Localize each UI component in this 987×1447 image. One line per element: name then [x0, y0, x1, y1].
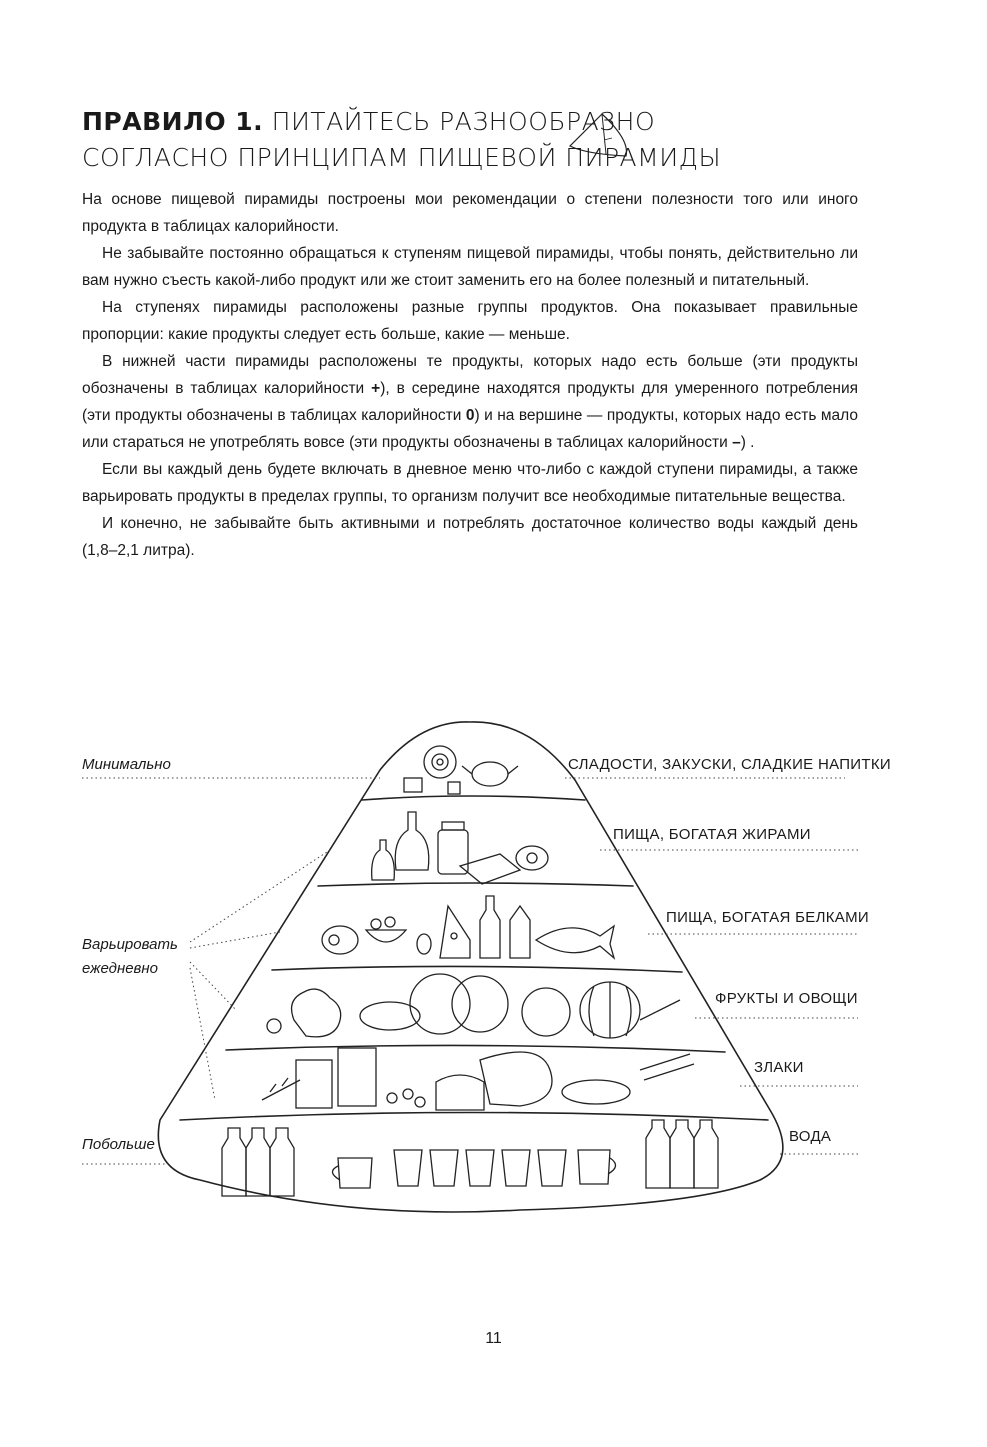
mug-icon-1 — [332, 1158, 372, 1188]
heading-line-1-text: ПИТАЙТЕСЬ РАЗНООБРАЗНО — [271, 107, 656, 136]
zero-mark: 0 — [465, 407, 475, 424]
eggplant-icon — [360, 1002, 420, 1030]
tier-label-fats: ПИЩА, БОГАТАЯ ЖИРАМИ — [613, 826, 811, 843]
tier-label-proteins: ПИЩА, БОГАТАЯ БЕЛКАМИ — [666, 909, 869, 926]
paragraph-2: Не забывайте постоянно обращаться к ступеням пищевой пирамиды, чтобы понять, действительно ли вам нужно съесть какой-либо продукт или же стоит заменить его на более полезный и питательный. — [82, 245, 858, 289]
wheat-icon — [262, 1078, 300, 1100]
paragraph-4-part-3: ) и на вершине — продукты, которых надо есть мало или стараться не употреблять вовсе (эти продукты обозначены в таблицах калорийности — [82, 407, 859, 451]
page-number: 11 — [485, 1330, 502, 1347]
body-text — [82, 186, 858, 564]
water-bottle-icon-3 — [270, 1128, 294, 1196]
glass-icon-2 — [430, 1150, 458, 1186]
glass-icon-1 — [394, 1150, 422, 1186]
minus-mark: – — [732, 434, 741, 451]
paragraph-3: На ступенях пирамиды расположены разные группы продуктов. Она показывает правильные пропорции: какие продукты следует есть больше, какие — меньше. — [82, 299, 858, 343]
water-bottle-icon-6 — [694, 1120, 718, 1188]
candy-icon — [424, 746, 456, 778]
tier-divider-3 — [272, 966, 682, 972]
label-minimal: Минимально — [82, 756, 171, 773]
paragraph-6: И конечно, не забывайте быть активными и потреблять достаточное количество воды каждый день (1,8–2,1 литра). — [82, 515, 858, 559]
milk-bottle-icon — [480, 896, 500, 958]
paragraph-4-part-4: ) . — [740, 434, 755, 451]
flour-bag-icon — [296, 1060, 332, 1108]
water-bottle-icon-4 — [646, 1120, 670, 1188]
paragraph-4 — [82, 348, 858, 456]
water-bottle-icon-5 — [670, 1120, 694, 1188]
tier-divider-1 — [362, 796, 585, 800]
egg-icon — [417, 934, 431, 954]
carrot-icon — [640, 1000, 680, 1020]
paragraph-1: На основе пищевой пирамиды построены мои рекомендации о степени полезности того или иного продукта в таблицах калорийности. — [82, 191, 858, 235]
baguette-icon — [562, 1080, 630, 1104]
butter-icon — [460, 854, 520, 884]
sweet-box-icon — [404, 778, 422, 792]
tier-divider-5 — [180, 1113, 768, 1121]
small-bottle-icon — [372, 840, 395, 880]
ham-icon — [322, 926, 358, 954]
paragraph-5: Если вы каждый день будете включать в дневное меню что-либо с каждой ступени пирамиды, а также варьировать продукты в пределах группы, то организм получит все необходимые питательные вещества. — [82, 461, 858, 505]
plus-mark: + — [371, 380, 381, 397]
glass-icon-3 — [466, 1150, 494, 1186]
pumpkin-icon — [580, 982, 640, 1038]
bread-loaf-icon — [436, 1075, 484, 1110]
guide-vary-3 — [190, 962, 236, 1010]
rule-label: ПРАВИЛО 1. — [82, 107, 264, 136]
paragraph-4-part-1: В нижней части пирамиды расположены те продукты, которых надо есть больше (эти продукты обозначены в таблицах калорийности — [82, 353, 858, 397]
fish-icon — [536, 926, 614, 958]
tier-label-grains: ЗЛАКИ — [754, 1059, 804, 1076]
pyramid-icon — [566, 110, 634, 158]
tier-label-fruits: ФРУКТЫ И ОВОЩИ — [715, 990, 858, 1007]
label-vary-line-1: Варьировать — [82, 936, 178, 953]
tier-label-sweets: СЛАДОСТИ, ЗАКУСКИ, СЛАДКИЕ НАПИТКИ — [568, 756, 891, 773]
lettuce-icon — [292, 989, 341, 1037]
apple-icon — [267, 1019, 281, 1033]
water-bottle-icon-2 — [246, 1128, 270, 1196]
milk-carton-icon — [510, 906, 530, 958]
avocado-icon — [516, 846, 548, 870]
flour-box-icon — [338, 1048, 376, 1106]
wrapped-candy-icon — [462, 762, 518, 786]
guide-vary-1 — [190, 850, 330, 942]
label-vary-line-2: ежедневно — [82, 960, 158, 977]
cheese-icon — [440, 906, 470, 958]
pasta-icon — [640, 1054, 694, 1080]
heading-line-2: СОГЛАСНО ПРИНЦИПАМ ПИЩЕВОЙ ПИРАМИДЫ — [82, 143, 722, 172]
tomato-icon — [522, 988, 570, 1036]
glass-icon-5 — [538, 1150, 566, 1186]
guide-vary-2 — [190, 932, 280, 948]
tier-divider-4 — [226, 1045, 725, 1052]
oil-bottle-icon — [395, 812, 429, 870]
guide-vary-4 — [190, 968, 215, 1100]
jar-icon — [438, 822, 468, 874]
tier-label-water: ВОДА — [789, 1128, 832, 1145]
tier-divider-2 — [318, 883, 633, 886]
glass-icon-4 — [502, 1150, 530, 1186]
sugar-cube-icon — [448, 782, 460, 794]
paragraph-4-part-2: ), в середине находятся продукты для умеренного потребления (эти продукты обозначены в таблицах калорийности — [82, 380, 858, 424]
cabbage-icon — [410, 974, 508, 1034]
grain-sack-icon — [480, 1052, 552, 1106]
cookies-icon — [387, 1089, 425, 1107]
bowl-icon — [366, 917, 406, 942]
label-more: Побольше — [82, 1136, 155, 1153]
mug-icon-2 — [578, 1150, 616, 1184]
